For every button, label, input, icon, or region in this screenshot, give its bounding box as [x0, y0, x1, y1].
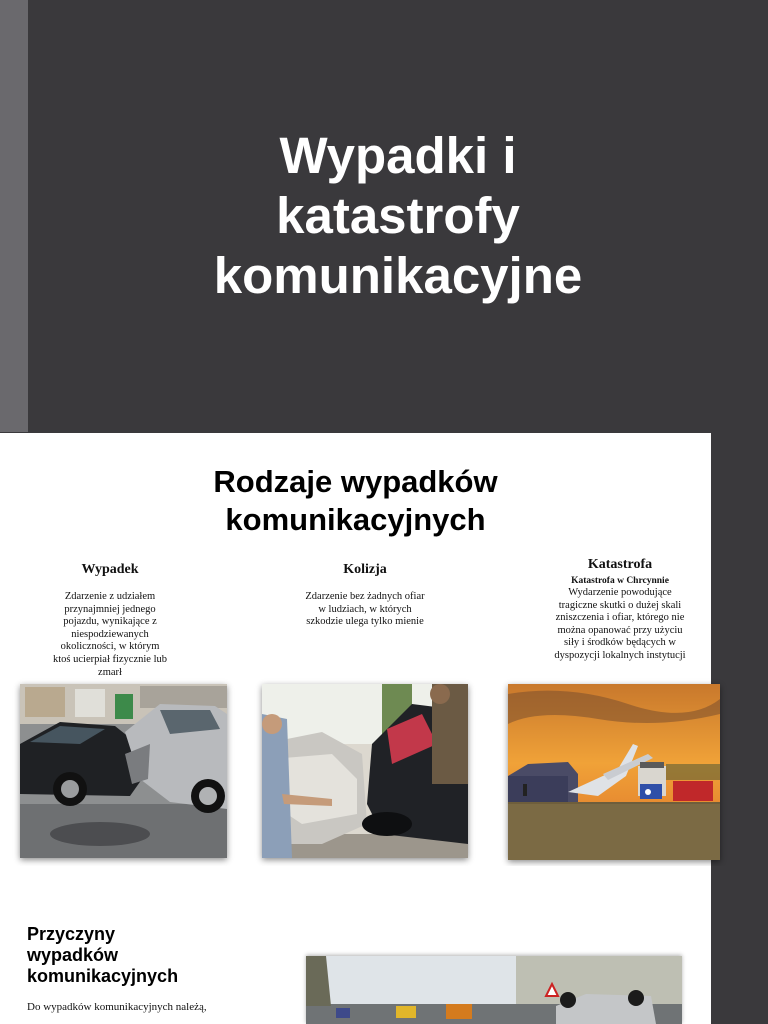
column-subheading: Katastrofa w Chrcynnie	[571, 576, 669, 586]
collision-photo	[262, 684, 468, 858]
causes-slide-title: Przyczyny wypadków komunikacyjnych	[27, 924, 179, 986]
road-accident-photo	[306, 956, 682, 1024]
column-kolizja	[290, 562, 440, 629]
column-description: Wydarzenie powodujące tragiczne skutki o dużej skali zniszczenia i ofiar, którego nie można opanować przy użyciu siły i środków będących w dyspozycji lokalnych instytucji	[554, 587, 686, 661]
causes-slide	[0, 866, 711, 1024]
plane-crash-photo	[508, 684, 720, 860]
accent-strip	[0, 0, 28, 432]
causes-text: Do wypadków komunikacyjnych należą,	[27, 1001, 207, 1013]
page-title: Wypadki i katastrofy komunikacyjne	[213, 127, 583, 304]
column-katastrofa	[550, 557, 690, 663]
column-description: Zdarzenie bez żadnych ofiar w ludziach, w których szkodzie ulega tylko mienie	[305, 591, 425, 628]
column-heading: Kolizja	[343, 562, 387, 577]
column-heading: Wypadek	[81, 562, 139, 577]
car-crash-photo	[20, 684, 227, 858]
types-slide-title: Rodzaje wypadków komunikacyjnych	[213, 464, 498, 537]
title-slide	[28, 0, 768, 432]
column-wypadek	[40, 562, 180, 679]
dark-margin	[711, 866, 768, 1024]
column-description: Zdarzenie z udziałem przynajmniej jednego pojazdu, wynikające z niespodziewanych okoliczności, w którym ktoś ucierpiał fizycznie lub zmarł	[53, 591, 167, 678]
column-heading: Katastrofa	[587, 557, 653, 572]
types-slide	[0, 433, 711, 866]
